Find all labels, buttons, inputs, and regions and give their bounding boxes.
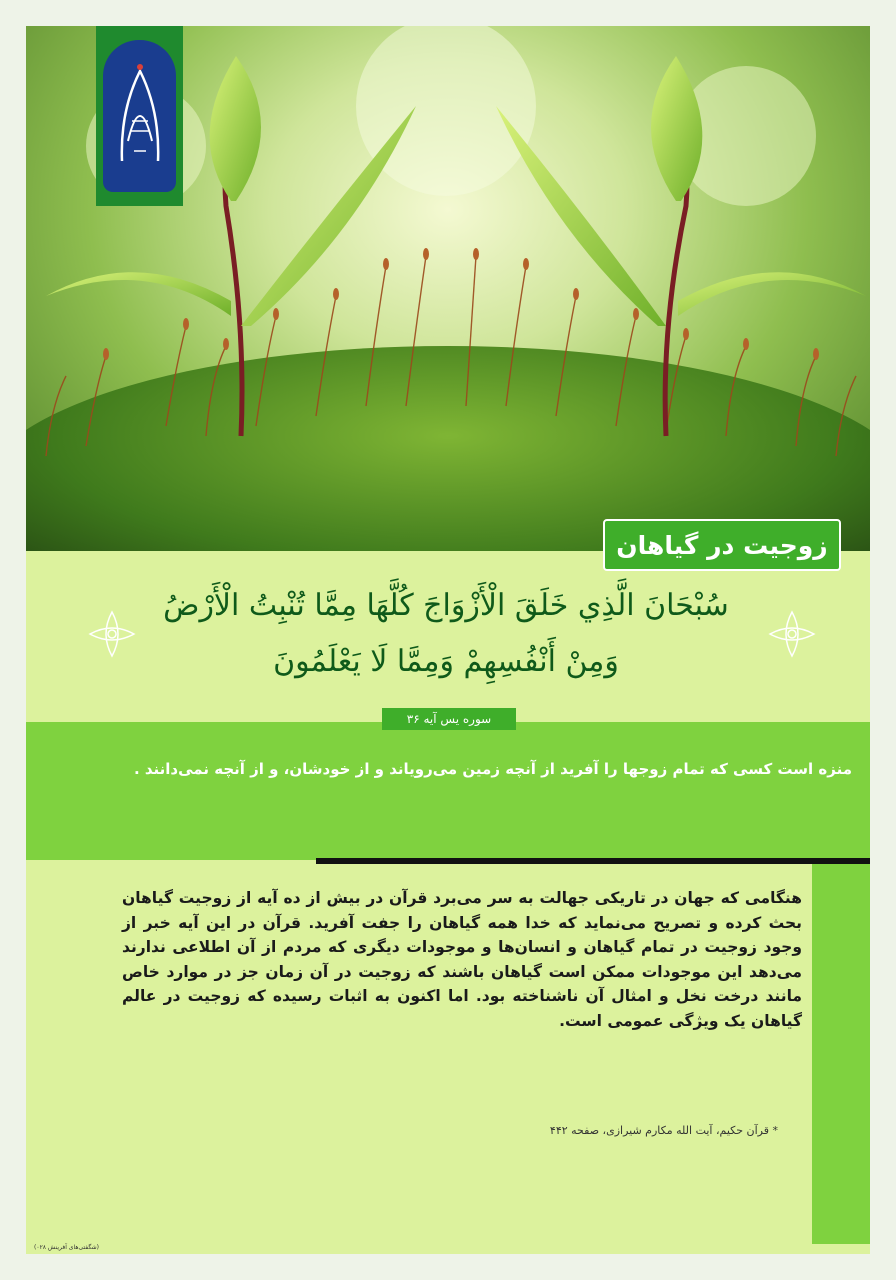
- side-bar: [812, 864, 870, 1244]
- translation-band: [26, 722, 870, 860]
- calligraphy-logo-icon: [110, 51, 170, 181]
- verse-line-1: سُبْحَانَ الَّذِي خَلَقَ الْأَزْوَاجَ كُلَّهَا مِمَّا تُنْبِتُ الْأَرْضُ: [163, 588, 729, 623]
- logo: [96, 26, 183, 206]
- page-title: زوجیت در گیاهان: [616, 530, 828, 560]
- title-tab: [603, 519, 841, 571]
- left-ornament-icon: [84, 606, 140, 662]
- divider: [316, 858, 870, 864]
- right-ornament-icon: [764, 606, 820, 662]
- verse-line-2: وَمِنْ أَنْفُسِهِمْ وَمِمَّا لَا يَعْلَمُونَ: [273, 644, 619, 679]
- logo-emblem: [103, 40, 176, 192]
- verse-translation: منزه است کسی که تمام زوجها را آفرید از آنچه زمین می‌رویاند و از خودشان، و از آنچه نمی‌دانند .: [133, 760, 852, 778]
- source-citation: * قرآن حکیم، آیت الله مکارم شیرازی، صفحه ۴۴۲: [549, 1124, 778, 1137]
- quran-verse: [146, 578, 746, 690]
- footer-note: (شگفتی‌های آفرینش ۰۲۸): [34, 1244, 100, 1251]
- verse-reference: سوره یس آیه ۳۶: [382, 708, 516, 730]
- body-text: هنگامی که جهان در تاریکی جهالت به سر می‌برد قرآن در بیش از ده آیه از زوجیت گیاهان بحث کرده و تصریح می‌نماید که خدا همه گیاهان را جفت آفرید. قرآن در این آیه خبر از وجود زوجیت در تمام گیاهان و انسان‌ها و موجودات دیگری که مردم از آن اطلاعی ندارند می‌دهد این موجودات ممکن است گیاهان باشند که زوجیت در آن زمان جز در موارد خاص مانند درخت نخل و امثال آن ناشناخته بود. اما اکنون به اثبات رسیده که زوجیت در عالم گیاهان یک ویژگی عمومی است.: [122, 889, 802, 1030]
- poster: [26, 26, 870, 1254]
